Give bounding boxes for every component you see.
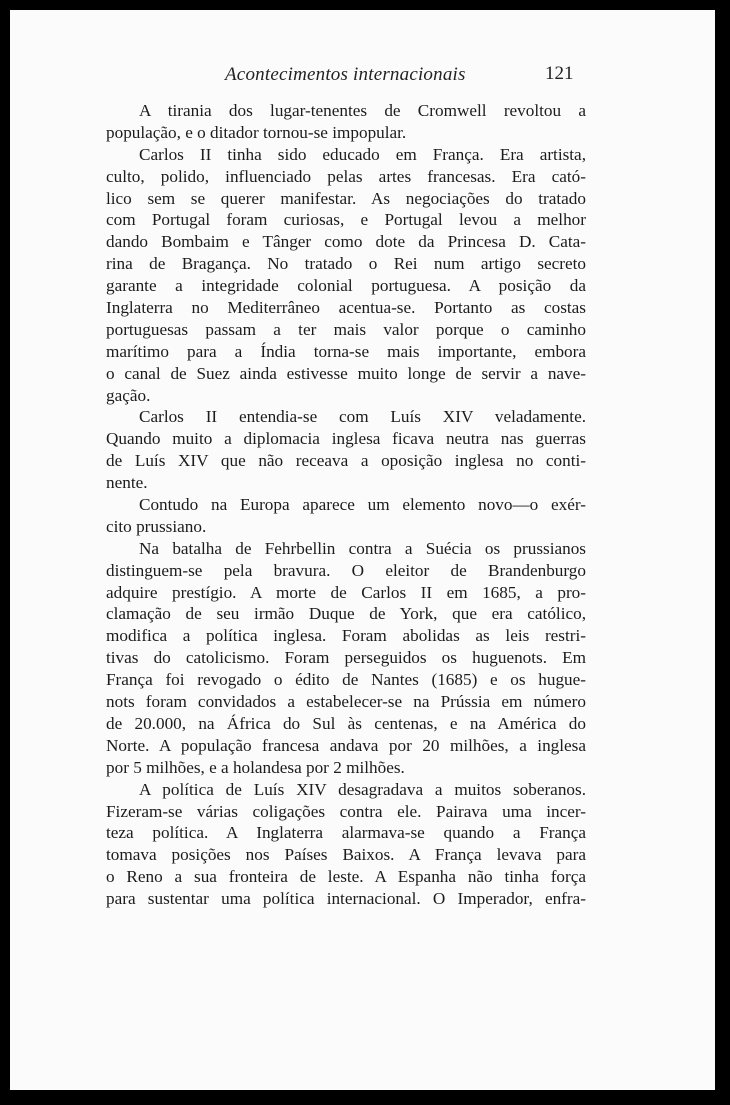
text-line: tomava posições nos Países Baixos. A França levava para — [106, 845, 586, 865]
text-line: clamação de seu irmão Duque de York, que era católico, — [106, 604, 586, 624]
text-line: de 20.000, na África do Sul às centenas, e na América do — [106, 713, 586, 733]
text-line: Norte. A população francesa andava por 20 milhões, a inglesa — [106, 735, 586, 755]
text-line: com Portugal foram curiosas, e Portugal levou a melhor — [106, 210, 586, 230]
text-line: portuguesas passam a ter mais valor porque o caminho — [106, 319, 586, 339]
text-line: França foi revogado o édito de Nantes (1685) e os hugue- — [106, 670, 586, 690]
text-line: Fizeram-se várias coligações contra ele. Pairava uma incer- — [106, 801, 586, 821]
text-line: Contudo na Europa aparece um elemento novo—o exér- — [139, 495, 586, 515]
text-line: o Reno a sua fronteira de leste. A Espanha não tinha força — [106, 867, 586, 887]
text-line: distinguem-se pela bravura. O eleitor de Brandenburgo — [106, 560, 586, 580]
text-line: população, e o ditador tornou-se impopular. — [106, 122, 407, 142]
text-line: Quando muito a diplomacia inglesa ficava neutra nas guerras — [106, 429, 586, 449]
text-line: para sustentar uma política internacional. O Imperador, enfra- — [106, 889, 586, 909]
text-line: rina de Bragança. No tratado o Rei num artigo secreto — [106, 254, 586, 274]
text-line: de Luís XIV que não receava a oposição inglesa no conti- — [106, 451, 586, 471]
text-line: Inglaterra no Mediterrâneo acentua-se. Portanto as costas — [106, 298, 586, 318]
text-line: dando Bombaim e Tânger como dote da Princesa D. Cata- — [106, 232, 586, 252]
text-line: teza política. A Inglaterra alarmava-se quando a França — [106, 823, 586, 843]
text-line: culto, polido, influenciado pelas artes francesas. Era cató- — [106, 166, 586, 186]
text-line: A política de Luís XIV desagradava a muitos soberanos. — [139, 779, 586, 799]
text-line: modifica a política inglesa. Foram abolidas as leis restri- — [106, 626, 586, 646]
text-line: por 5 milhões, e a holandesa por 2 milhões. — [106, 757, 405, 777]
text-line: tivas do catolicismo. Foram perseguidos os huguenots. Em — [106, 648, 586, 668]
text-line: lico sem se querer manifestar. As negociações do tratado — [106, 188, 586, 208]
text-line: adquire prestígio. A morte de Carlos II em 1685, a pro- — [106, 582, 586, 602]
text-line: Na batalha de Fehrbellin contra a Suécia os prussianos — [139, 538, 586, 558]
text-line: Carlos II tinha sido educado em França. Era artista, — [139, 144, 586, 164]
text-line: marítimo para a Índia torna-se mais importante, embora — [106, 341, 586, 361]
page-number: 121 — [545, 63, 574, 84]
page-header — [10, 64, 715, 94]
text-line: o canal de Suez ainda estivesse muito longe de servir a nave- — [106, 363, 586, 383]
body-text — [106, 100, 586, 910]
text-line: nots foram convidados a estabelecer-se na Prússia em número — [106, 692, 586, 712]
text-line: nente. — [106, 473, 148, 493]
book-page — [10, 10, 715, 1090]
text-line: Carlos II entendia-se com Luís XIV veladamente. — [139, 407, 586, 427]
text-line: gação. — [106, 385, 151, 405]
text-line: A tirania dos lugar-tenentes de Cromwell revoltou a — [139, 101, 586, 120]
running-title: Acontecimentos internacionais — [225, 64, 466, 85]
text-line: cito prussiano. — [106, 516, 207, 536]
text-line: garante a integridade colonial portuguesa. A posição da — [106, 276, 586, 296]
